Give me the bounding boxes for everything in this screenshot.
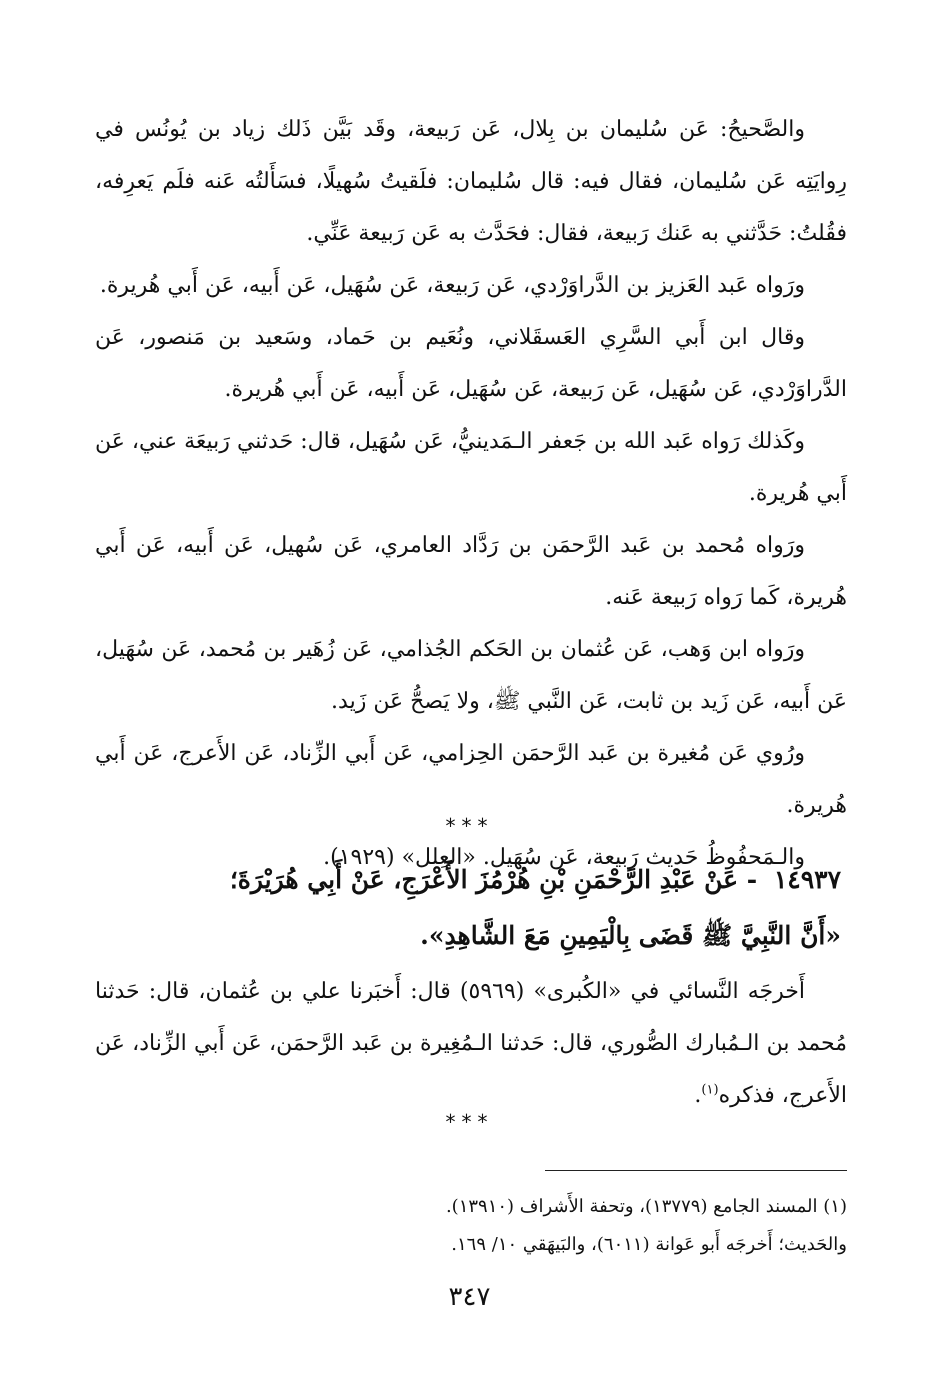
commentary-paragraph: ورَواه مُحمد بن عَبد الرَّحمَن بن رَدَّاد العامري، عَن سُهيل، عَن أَبيه، عَن أَبي هُريرة، كَما رَواه رَبيعة عَنه. [95,533,847,610]
hadith-isnad-line [95,852,847,908]
footnotes-section [95,1188,847,1264]
section-separator: *** [445,814,494,838]
page-number: ٣٤٧ [448,1282,491,1312]
commentary-paragraph: ورَواه عَبد العَزيز بن الدَّراوَرْدي، عَن رَبيعة، عَن سُهَيل، عَن أَبيه، عَن أَبي هُريرة. [99,273,805,298]
footnote-reference: (١) [701,1082,719,1098]
commentary-paragraph: والـمَحفُوظُ حَديث رَبيعة، عَن سُهَيل. «العِلل» (١٩٢٩). [323,845,805,870]
footnote-divider [545,1170,847,1171]
takhrij-text: أَخرجَه النَّسائي في «الكُبرى» (٥٩٦٩) قال: أَخبَرنا علي بن عُثمان، قال: حَدثنا مُحمد بن الـمُبارك الصُّوري، قال: حَدثنا الـمُغِيرة بن عَبد الرَّحمَن، عَن أَبي الزِّناد، عَن الأَعرج، فذكره [95,979,847,1108]
takhrij-end: . [694,1083,702,1108]
footnote-line: (١) المسند الجامع (١٣٧٧٩)، وتحفة الأَشراف (١٣٩١٠). [445,1196,847,1217]
takhrij-section [95,966,847,1122]
commentary-section [95,104,847,884]
commentary-paragraph: ورَواه ابن وَهب، عَن عُثمان بن الحَكم الجُذامي، عَن زُهَير بن مُحمد، عَن سُهَيل، عَن أَبيه، عَن زَيد بن ثابت، عَن النَّبي ﷺ، ولا يَصحُّ عَن زَيد. [95,637,847,714]
commentary-paragraph: والصَّحيحُ: عَن سُليمان بن بِلال، عَن رَبيعة، وقَد بَيَّن ذَلك زياد بن يُونُس في رِوايَتِه عَن سُليمان، فقال فيه: قال سُليمان: فلَقيتُ سُهيلًا، فسَأَلتُه عَنه فلَم يَعرِفه، فقُلتُ: حَدَّثني به عَنك رَبيعة، فقال: فحَدَّث به عَن رَبيعة عَنِّي. [95,117,847,246]
commentary-paragraph: ورُوي عَن مُغيرة بن عَبد الرَّحمَن الحِزامي، عَن أَبي الزِّناد، عَن الأَعرج، عَن أَبي هُريرة. [95,741,847,818]
section-separator: *** [445,1110,494,1134]
hadith-matn: «أَنَّ النَّبِيَّ ﷺ قَضَى بِالْيَمِينِ مَعَ الشَّاهِدِ». [420,921,841,950]
commentary-paragraph: وقال ابن أَبي السَّرِي العَسقَلاني، ونُعَيم بن حَماد، وسَعيد بن مَنصور، عَن الدَّراوَرْدي، عَن سُهَيل، عَن رَبيعة، عَن سُهَيل، عَن أَبيه، عَن أَبي هُريرة. [95,325,847,402]
hadith-isnad: عَنْ عَبْدِ الرَّحْمَنِ بْنِ هُرْمُزَ الأَعْرَجِ، عَنْ أَبِي هُرَيْرَةَ؛ [229,865,739,894]
commentary-paragraph: وكَذلك رَواه عَبد الله بن جَعفر الـمَدينيُّ، عَن سُهَيل، قال: حَدثني رَبيعَة عني، عَن أَبي هُريرة. [95,429,847,506]
hadith-dash: - [746,865,758,894]
hadith-entry [95,852,847,964]
footnote-line: والحَديث؛ أَخرجَه أَبو عَوانة (٦٠١١)، والبَيهَقي ١٠/ ١٦٩. [451,1234,847,1255]
takhrij-paragraph [95,966,847,1122]
hadith-number: ١٤٩٣٧ [773,865,841,894]
